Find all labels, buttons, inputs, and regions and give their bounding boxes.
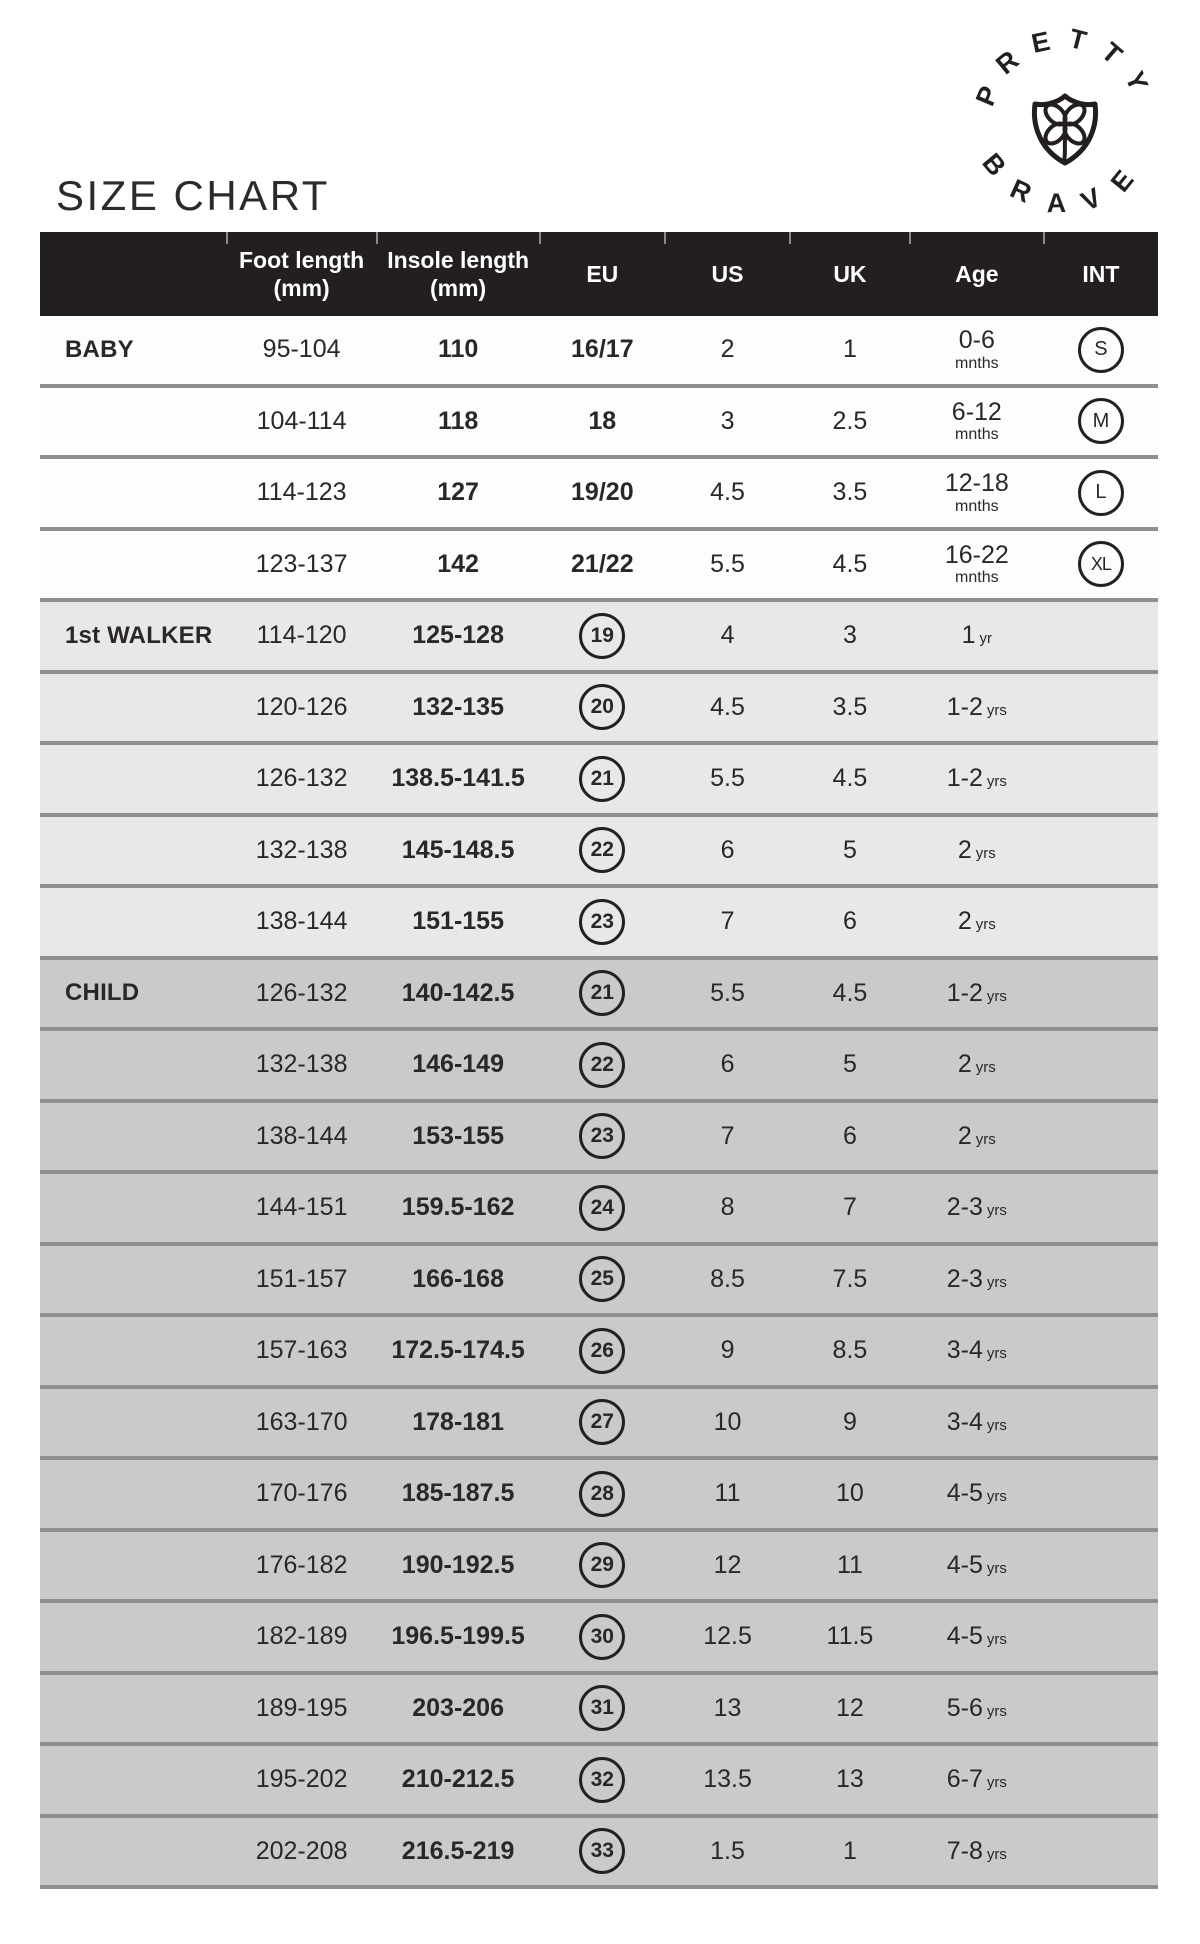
header-cell-int <box>1044 232 1158 316</box>
uk-size-value: 6 <box>842 907 857 936</box>
header-cell-foot-length <box>227 232 377 316</box>
insole-length-value: 210-212.5 <box>401 1765 515 1794</box>
age-value: 12-18 <box>944 469 1009 498</box>
age-value: 4-5 <box>946 1550 983 1579</box>
table-row <box>40 1603 1158 1675</box>
insole-length-value: 203-206 <box>412 1693 504 1722</box>
eu-cell <box>540 1542 665 1588</box>
uk-size-value: 3 <box>842 621 857 650</box>
insole-length-value: 127 <box>437 478 479 507</box>
page-title: SIZE CHART <box>56 172 330 219</box>
foot-length-value: 157-163 <box>255 1336 348 1365</box>
table-row <box>40 1246 1158 1318</box>
us-size-value: 11 <box>714 1479 741 1508</box>
uk-size-value: 11 <box>836 1550 863 1579</box>
table-row <box>40 1818 1158 1890</box>
us-size-value: 5.5 <box>710 978 745 1007</box>
header-label: Age <box>955 260 999 287</box>
age-unit: mnths <box>955 569 999 587</box>
age-unit: yrs <box>975 1130 996 1148</box>
table-row <box>40 459 1158 531</box>
eu-size-value: 30 <box>579 1614 625 1660</box>
eu-size-value: 21/22 <box>571 549 634 578</box>
size-table-body <box>40 316 1158 1889</box>
eu-size-value: 19/20 <box>571 478 634 507</box>
uk-size-value: 11.5 <box>826 1622 874 1651</box>
age-unit: yrs <box>986 987 1007 1005</box>
insole-length-value: 110 <box>437 335 479 364</box>
insole-length-value: 190-192.5 <box>401 1550 515 1579</box>
insole-length-value: 185-187.5 <box>401 1479 515 1508</box>
age-cell <box>910 1122 1044 1151</box>
uk-size-value: 13 <box>836 1765 864 1794</box>
foot-length-value: 120-126 <box>255 692 348 721</box>
int-size-value: XL <box>1078 541 1124 587</box>
us-size-value: 5.5 <box>710 764 745 793</box>
header-label: US <box>711 260 744 287</box>
age-value: 16-22 <box>944 540 1009 569</box>
table-row <box>40 1532 1158 1604</box>
age-value: 6-12 <box>951 397 1002 426</box>
us-size-value: 4.5 <box>710 692 745 721</box>
age-value: 0-6 <box>958 326 995 355</box>
age-unit: mnths <box>955 426 999 444</box>
section-label: CHILD <box>65 979 140 1007</box>
table-row <box>40 817 1158 889</box>
age-value: 2 <box>957 835 972 864</box>
table-header-row <box>40 232 1158 316</box>
eu-cell <box>540 970 665 1016</box>
foot-length-value: 123-137 <box>255 549 348 578</box>
header-cell-age <box>910 232 1044 316</box>
us-size-value: 7 <box>720 907 735 936</box>
age-unit: yrs <box>986 701 1007 719</box>
header-cell-insole-length <box>377 232 540 316</box>
header-cell-uk <box>790 232 910 316</box>
table-row <box>40 531 1158 603</box>
insole-length-value: 138.5-141.5 <box>391 764 525 793</box>
age-value: 4-5 <box>946 1479 983 1508</box>
insole-length-value: 166-168 <box>412 1264 504 1293</box>
eu-cell <box>540 899 665 945</box>
eu-cell <box>540 1256 665 1302</box>
uk-size-value: 4.5 <box>832 978 868 1007</box>
age-unit: mnths <box>955 354 999 372</box>
age-cell <box>910 399 1044 444</box>
header-label: UK <box>833 260 867 287</box>
us-size-value: 9 <box>720 1336 735 1365</box>
uk-size-value: 3.5 <box>832 692 868 721</box>
header-label: INT <box>1082 260 1120 287</box>
age-value: 1-2 <box>946 764 983 793</box>
table-row <box>40 674 1158 746</box>
table-row <box>40 1460 1158 1532</box>
age-cell <box>910 1336 1044 1365</box>
eu-cell <box>540 1113 665 1159</box>
us-size-value: 1.5 <box>710 1836 745 1865</box>
int-size-value: M <box>1078 398 1124 444</box>
insole-length-value: 172.5-174.5 <box>391 1336 525 1365</box>
eu-cell <box>540 1614 665 1660</box>
foot-length-value: 182-189 <box>255 1622 348 1651</box>
int-cell <box>1044 327 1158 373</box>
us-size-value: 3 <box>720 406 735 435</box>
uk-size-value: 10 <box>836 1479 864 1508</box>
uk-size-value: 5 <box>842 1050 857 1079</box>
pretty-brave-logo <box>945 0 1185 240</box>
uk-size-value: 4.5 <box>832 764 868 793</box>
age-value: 7-8 <box>946 1836 983 1865</box>
age-unit: yrs <box>975 844 996 862</box>
eu-cell <box>540 335 665 364</box>
eu-size-value: 22 <box>579 827 625 873</box>
age-cell <box>910 979 1044 1008</box>
eu-size-value: 31 <box>579 1685 625 1731</box>
uk-size-value: 1 <box>842 1836 857 1865</box>
eu-size-value: 29 <box>579 1542 625 1588</box>
us-size-value: 2 <box>720 335 735 364</box>
uk-size-value: 6 <box>842 1121 857 1150</box>
age-unit: yrs <box>986 1416 1007 1434</box>
int-cell <box>1044 398 1158 444</box>
eu-size-value: 23 <box>579 899 625 945</box>
table-row <box>40 316 1158 388</box>
table-row <box>40 1031 1158 1103</box>
us-size-value: 13.5 <box>703 1765 752 1794</box>
header-cell-blank <box>40 232 227 316</box>
age-value: 2-3 <box>946 1193 983 1222</box>
eu-size-value: 25 <box>579 1256 625 1302</box>
age-unit: yr <box>979 630 993 648</box>
foot-length-value: 138-144 <box>255 1121 348 1150</box>
age-value: 2 <box>957 907 972 936</box>
age-value: 4-5 <box>946 1622 983 1651</box>
insole-length-value: 142 <box>437 549 479 578</box>
table-row <box>40 1675 1158 1747</box>
age-unit: yrs <box>986 1202 1007 1220</box>
us-size-value: 5.5 <box>710 549 745 578</box>
eu-size-value: 26 <box>579 1328 625 1374</box>
foot-length-value: 132-138 <box>255 835 348 864</box>
age-unit: yrs <box>986 1488 1007 1506</box>
eu-cell <box>540 1685 665 1731</box>
eu-cell <box>540 1399 665 1445</box>
insole-length-value: 140-142.5 <box>401 978 515 1007</box>
age-unit: yrs <box>986 1345 1007 1363</box>
age-unit: yrs <box>975 1059 996 1077</box>
insole-length-value: 178-181 <box>412 1407 504 1436</box>
insole-length-value: 146-149 <box>412 1050 504 1079</box>
foot-length-value: 189-195 <box>255 1693 348 1722</box>
us-size-value: 13 <box>713 1693 742 1722</box>
age-unit: yrs <box>986 773 1007 791</box>
eu-size-value: 19 <box>579 613 625 659</box>
age-cell <box>910 693 1044 722</box>
eu-cell <box>540 756 665 802</box>
age-value: 5-6 <box>946 1693 983 1722</box>
eu-cell <box>540 478 665 507</box>
foot-length-value: 163-170 <box>255 1407 348 1436</box>
table-row <box>40 1746 1158 1818</box>
eu-cell <box>540 1471 665 1517</box>
foot-length-value: 151-157 <box>255 1264 348 1293</box>
age-value: 3-4 <box>946 1336 983 1365</box>
age-cell <box>910 1408 1044 1437</box>
section-label: 1st WALKER <box>65 621 213 649</box>
table-row <box>40 1174 1158 1246</box>
us-size-value: 6 <box>720 1050 735 1079</box>
foot-length-value: 195-202 <box>255 1765 348 1794</box>
us-size-value: 8 <box>720 1193 735 1222</box>
eu-size-value: 24 <box>579 1185 625 1231</box>
table-row <box>40 1389 1158 1461</box>
insole-length-value: 125-128 <box>412 621 504 650</box>
us-size-value: 4.5 <box>710 478 745 507</box>
eu-cell <box>540 1828 665 1874</box>
foot-length-value: 132-138 <box>255 1050 348 1079</box>
eu-cell <box>540 1185 665 1231</box>
eu-cell <box>540 827 665 873</box>
eu-cell <box>540 1328 665 1374</box>
age-cell <box>910 1193 1044 1222</box>
eu-size-value: 21 <box>579 970 625 1016</box>
age-unit: mnths <box>955 497 999 515</box>
age-cell <box>910 470 1044 515</box>
header-label: Foot length <box>239 246 365 273</box>
table-row <box>40 1317 1158 1389</box>
age-value: 1 <box>961 621 976 650</box>
eu-cell <box>540 1757 665 1803</box>
uk-size-value: 4.5 <box>832 549 868 578</box>
table-row <box>40 745 1158 817</box>
age-unit: yrs <box>986 1559 1007 1577</box>
foot-length-value: 144-151 <box>255 1193 348 1222</box>
uk-size-value: 12 <box>836 1693 864 1722</box>
us-size-value: 4 <box>720 621 735 650</box>
uk-size-value: 5 <box>842 835 857 864</box>
age-cell <box>910 1479 1044 1508</box>
insole-length-value: 153-155 <box>412 1121 504 1150</box>
eu-size-value: 28 <box>579 1471 625 1517</box>
eu-cell <box>540 550 665 579</box>
age-unit: yrs <box>986 1631 1007 1649</box>
foot-length-value: 114-120 <box>256 621 347 650</box>
header-cell-eu <box>540 232 665 316</box>
int-size-value: L <box>1078 470 1124 516</box>
age-value: 1-2 <box>946 978 983 1007</box>
eu-cell <box>540 613 665 659</box>
pretty-brave-logo-svg <box>945 0 1185 240</box>
header-label: Insole length <box>387 246 530 273</box>
table-row <box>40 1103 1158 1175</box>
eu-size-value: 22 <box>579 1042 625 1088</box>
eu-size-value: 27 <box>579 1399 625 1445</box>
age-cell <box>910 1837 1044 1866</box>
us-size-value: 8.5 <box>710 1264 745 1293</box>
age-value: 2 <box>957 1121 972 1150</box>
insole-length-value: 159.5-162 <box>401 1193 515 1222</box>
age-unit: yrs <box>975 916 996 934</box>
age-cell <box>910 1694 1044 1723</box>
age-value: 1-2 <box>946 692 983 721</box>
eu-size-value: 20 <box>579 684 625 730</box>
foot-length-value: 176-182 <box>255 1550 348 1579</box>
age-unit: yrs <box>986 1774 1007 1792</box>
uk-size-value: 7.5 <box>832 1264 868 1293</box>
size-chart-table <box>40 232 1158 1889</box>
insole-length-value: 132-135 <box>412 692 504 721</box>
logo-arc-bottom-label: BRAVE <box>976 147 1154 219</box>
age-value: 6-7 <box>946 1765 983 1794</box>
eu-cell <box>540 407 665 436</box>
header-cell-us <box>665 232 790 316</box>
foot-length-value: 104-114 <box>256 406 347 435</box>
age-cell <box>910 1265 1044 1294</box>
table-row <box>40 602 1158 674</box>
table-row <box>40 388 1158 460</box>
foot-length-value: 95-104 <box>262 335 341 364</box>
eu-size-value: 16/17 <box>571 335 634 364</box>
insole-length-value: 145-148.5 <box>401 835 515 864</box>
age-unit: yrs <box>986 1702 1007 1720</box>
table-row <box>40 960 1158 1032</box>
foot-length-value: 202-208 <box>255 1836 348 1865</box>
header-sublabel: (mm) <box>273 275 330 301</box>
int-cell <box>1044 470 1158 516</box>
age-cell <box>910 327 1044 372</box>
foot-length-value: 138-144 <box>255 907 348 936</box>
foot-length-value: 126-132 <box>255 978 348 1007</box>
eu-size-value: 33 <box>579 1828 625 1874</box>
insole-length-value: 151-155 <box>412 907 504 936</box>
int-size-value: S <box>1078 327 1124 373</box>
age-value: 2 <box>957 1050 972 1079</box>
uk-size-value: 2.5 <box>832 406 868 435</box>
foot-length-value: 114-123 <box>256 478 347 507</box>
us-size-value: 10 <box>713 1407 742 1436</box>
eu-cell <box>540 684 665 730</box>
age-cell <box>910 1765 1044 1794</box>
logo-arc-top-label: PRETTY <box>969 22 1161 111</box>
header-sublabel: (mm) <box>429 275 487 301</box>
uk-size-value: 1 <box>842 335 857 364</box>
foot-length-value: 126-132 <box>255 764 348 793</box>
insole-length-value: 118 <box>437 406 479 435</box>
age-cell <box>910 1551 1044 1580</box>
age-cell <box>910 836 1044 865</box>
insole-length-value: 216.5-219 <box>401 1836 515 1865</box>
insole-length-value: 196.5-199.5 <box>391 1622 525 1651</box>
table-row <box>40 888 1158 960</box>
uk-size-value: 8.5 <box>832 1336 868 1365</box>
us-size-value: 12 <box>713 1550 742 1579</box>
age-cell <box>910 907 1044 936</box>
age-unit: yrs <box>986 1845 1007 1863</box>
eu-size-value: 23 <box>579 1113 625 1159</box>
section-label: BABY <box>65 335 134 363</box>
uk-size-value: 3.5 <box>832 478 868 507</box>
age-unit: yrs <box>986 1273 1007 1291</box>
eu-size-value: 18 <box>588 406 617 435</box>
header-label: EU <box>586 260 619 287</box>
us-size-value: 7 <box>720 1121 735 1150</box>
uk-size-value: 9 <box>842 1407 857 1436</box>
eu-size-value: 21 <box>579 756 625 802</box>
age-cell <box>910 542 1044 587</box>
age-value: 2-3 <box>946 1264 983 1293</box>
us-size-value: 6 <box>720 835 735 864</box>
age-cell <box>910 1050 1044 1079</box>
age-value: 3-4 <box>946 1407 983 1436</box>
us-size-value: 12.5 <box>703 1622 752 1651</box>
uk-size-value: 7 <box>842 1193 857 1222</box>
age-cell <box>910 1622 1044 1651</box>
eu-cell <box>540 1042 665 1088</box>
age-cell <box>910 621 1044 650</box>
age-cell <box>910 764 1044 793</box>
foot-length-value: 170-176 <box>255 1479 348 1508</box>
int-cell <box>1044 541 1158 587</box>
eu-size-value: 32 <box>579 1757 625 1803</box>
